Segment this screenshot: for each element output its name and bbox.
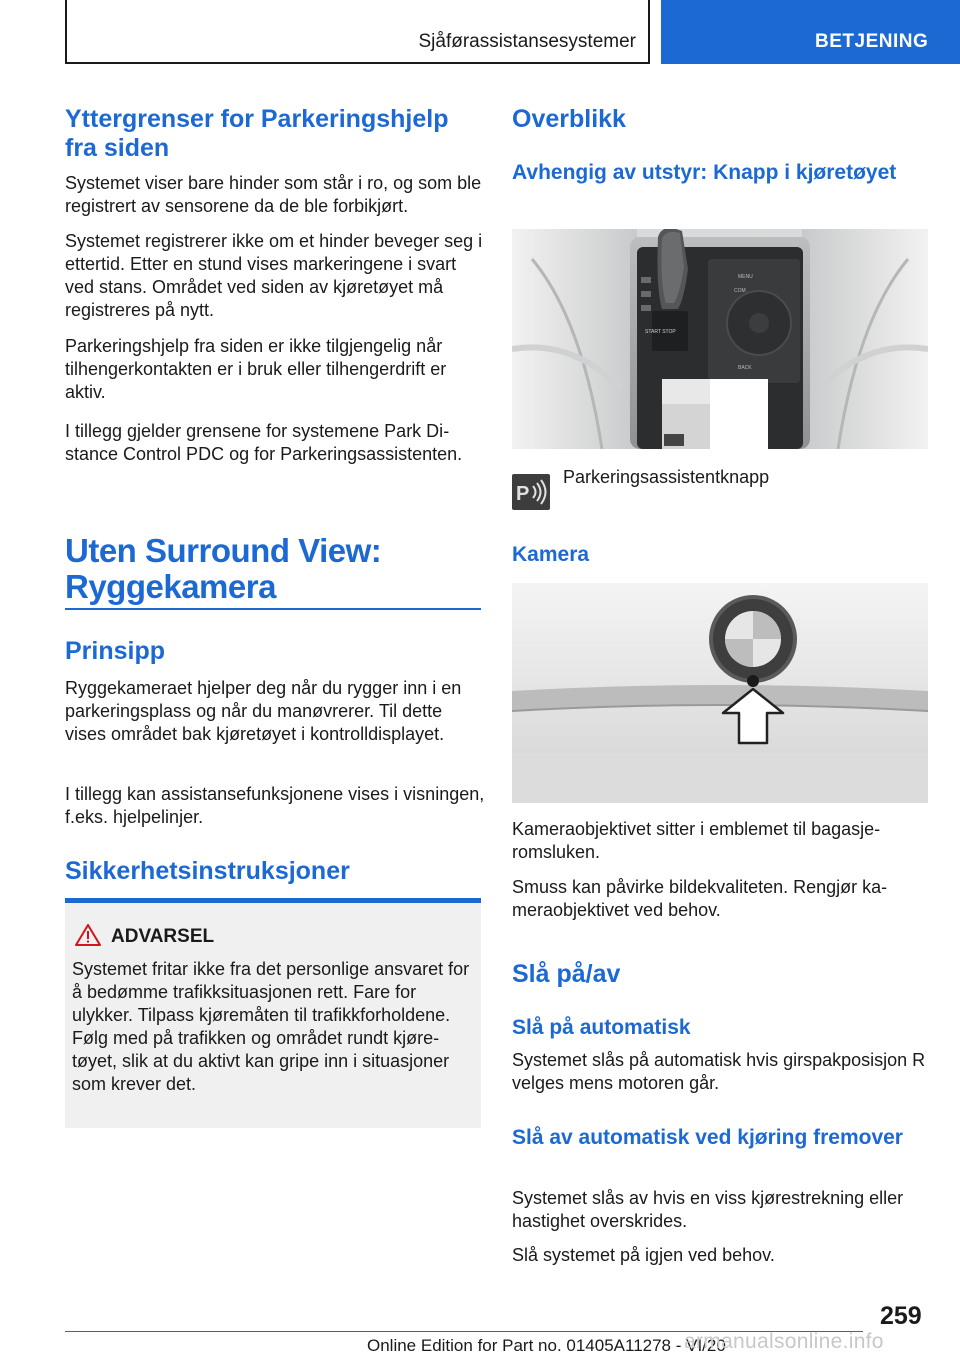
heading-auto-off: Slå av automatisk ved kjøring fremover (512, 1126, 903, 1149)
paragraph-principle-1: Ryggekameraet hjelper deg når du rygger inn i en parkeringsplass og når du manøvrerer. Til dette vises området bak kjøretøyet i kontrolldisplayet. (65, 678, 462, 744)
paragraph-auto-on: Systemet slås på automatisk hvis girspakposisjon R velges mens motoren går. (512, 1050, 926, 1093)
warning-text: Systemet fritar ikke fra det personlige ansvaret for å bedømme trafikksituasjonen rett. Fare for ulykker. Tilpass kjøremåten til trafikkforholdene. Følg med på trafikken og området rundt kjøretøyet, slik at du aktivt kan gripe inn i situasjoner som krever det. (72, 959, 470, 1094)
header-chapter-tab (661, 0, 960, 64)
console-back-label: BACK (738, 365, 752, 371)
paragraph-limits-3: Parkeringshjelp fra siden er ikke tilgjengelig når tilhengerkontakten er i bruk eller tilhengerdrift er aktiv. (65, 336, 447, 402)
heading-underline (65, 608, 481, 610)
paragraph-switch-again: Slå systemet på igjen ved behov. (512, 1245, 775, 1265)
paragraph-limits-4: I tillegg gjelder grensene for systemene Park Distance Control PDC og for Parkeringsassistenten. (65, 421, 463, 464)
heading-limits: Yttergrenser for Parkeringshjelp fra siden (65, 105, 449, 162)
heading-safety: Sikkerhetsinstruksjoner (65, 857, 350, 885)
paragraph-limits-2: Systemet registrerer ikke om et hinder beveger seg i ettertid. Etter en stund vises markeringene i svart ved stans. Området ved siden av kjøretøyet må registreres på nytt. (65, 231, 483, 320)
heading-on-off: Slå på/av (512, 960, 621, 988)
header-section-title: Sjåførassistansesystemer (418, 31, 636, 52)
header-section-box (65, 0, 650, 64)
parking-assistant-button-icon (512, 474, 550, 510)
paragraph-principle-2: I tillegg kan assistansefunksjonene vises i visningen, f.eks. hjelpelinjer. (65, 784, 485, 827)
warning-title: ADVARSEL (111, 926, 215, 947)
paragraph-auto-off: Systemet slås av hvis en viss kjørestrekning eller hastighet overskrides. (512, 1188, 904, 1231)
warning-box (65, 898, 481, 1128)
heading-equipment: Avhengig av utstyr: Knapp i kjøretøyet (512, 161, 897, 184)
paragraph-limits-1: Systemet viser bare hinder som står i ro, og som ble registrert av sensorene da de ble forbikjørt. (65, 173, 482, 216)
camera-emblem-photo (512, 583, 928, 803)
console-menu-label: MENU (738, 274, 753, 280)
warning-triangle-icon (75, 924, 101, 946)
paragraph-camera-1: Kameraobjektivet sitter i emblemet til bagasjeromsluken. (512, 819, 881, 862)
heading-auto-on: Slå på automatisk (512, 1016, 691, 1039)
svg-text:P: P (516, 483, 530, 505)
watermark: armanualsonline.info (684, 1330, 884, 1353)
heading-camera: Kamera (512, 543, 590, 566)
heading-rear-camera: Uten Surround View: Ryggekamera (65, 532, 382, 605)
center-console-photo (512, 229, 928, 449)
parking-assistant-button-label: Parkeringsassistentknapp (563, 467, 770, 487)
heading-overview: Overblikk (512, 105, 626, 133)
console-start-stop-label: START STOP (645, 329, 676, 335)
paragraph-camera-2: Smuss kan påvirke bildekvaliteten. Rengjør kameraobjektivet ved behov. (512, 877, 888, 920)
header-chapter-title: BETJENING (815, 31, 929, 52)
page-number: 259 (880, 1302, 922, 1330)
footer-edition: Online Edition for Part no. 01405A11278 - VI/20 (367, 1336, 726, 1355)
console-com-label: COM (734, 288, 746, 294)
heading-principle: Prinsipp (65, 637, 166, 665)
